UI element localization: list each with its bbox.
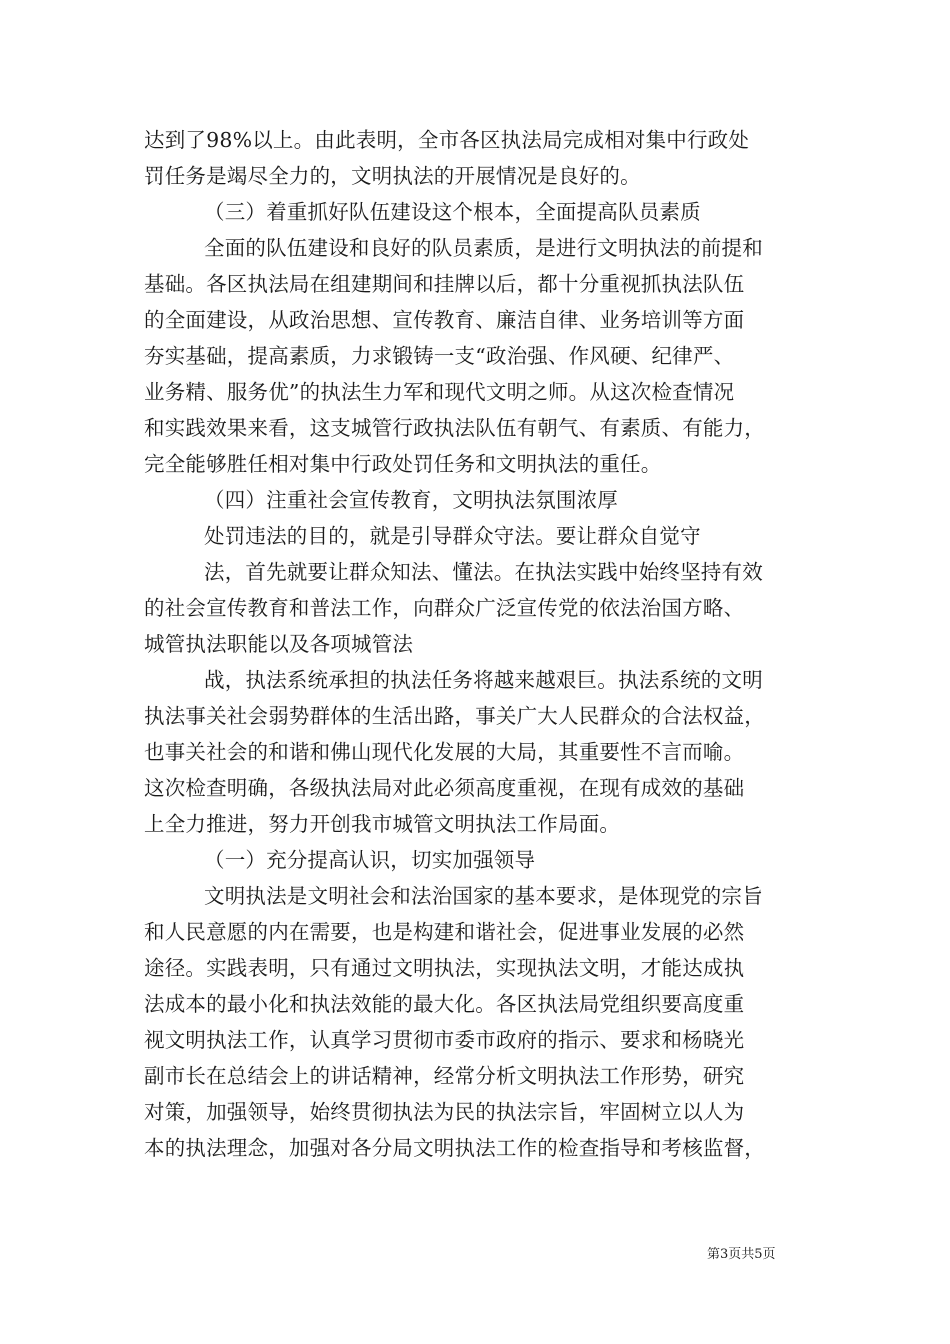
text-line: 达到了98%以上。由此表明，全市各区执法局完成相对集中行政处 <box>144 128 750 152</box>
text-line: 完全能够胜任相对集中行政处罚任务和文明执法的重任。 <box>144 452 662 476</box>
text-line: 和实践效果来看，这支城管行政执法队伍有朝气、有素质、有能力， <box>144 416 765 440</box>
text-line: 文明执法是文明社会和法治国家的基本要求，是体现党的宗旨 <box>204 884 763 908</box>
section-heading: （四）注重社会宣传教育，文明执法氛围浓厚 <box>204 488 618 512</box>
text-line: 基础。各区执法局在组建期间和挂牌以后，都十分重视抓执法队伍 <box>144 272 745 296</box>
text-line: 的全面建设，从政治思想、宣传教育、廉洁自律、业务培训等方面 <box>144 308 745 332</box>
text-line: 途径。实践表明，只有通过文明执法，实现执法文明，才能达成执 <box>144 956 745 980</box>
text-line: 法成本的最小化和执法效能的最大化。各区执法局党组织要高度重 <box>144 992 745 1016</box>
text-line: 全面的队伍建设和良好的队员素质，是进行文明执法的前提和 <box>204 236 763 260</box>
text-line: 城管执法职能以及各项城管法 <box>144 632 414 656</box>
section-heading: （三）着重抓好队伍建设这个根本，全面提高队员素质 <box>204 200 701 224</box>
text-line: 上全力推进，努力开创我市城管文明执法工作局面。 <box>144 812 621 836</box>
page-number: 第3页共5页 <box>707 1247 776 1262</box>
section-heading: （一）充分提高认识，切实加强领导 <box>204 848 536 872</box>
text-line: 战，执法系统承担的执法任务将越来越艰巨。执法系统的文明 <box>204 668 763 692</box>
text-line: 副市长在总结会上的讲话精神，经常分析文明执法工作形势，研究 <box>144 1064 745 1088</box>
text-line: 的社会宣传教育和普法工作，向群众广泛宣传党的依法治国方略、 <box>144 596 745 620</box>
text-line: 法，首先就要让群众知法、懂法。在执法实践中始终坚持有效 <box>204 560 763 584</box>
text-line: 夯实基础，提高素质，力求锻铸一支“政治强、作风硬、纪律严、 <box>144 344 735 368</box>
text-line: 业务精、服务优”的执法生力军和现代文明之师。从这次检查情况 <box>144 380 735 404</box>
text-line: 对策，加强领导，始终贯彻执法为民的执法宗旨，牢固树立以人为 <box>144 1100 745 1124</box>
text-line: 这次检查明确，各级执法局对此必须高度重视，在现有成效的基础 <box>144 776 745 800</box>
text-line: 处罚违法的目的，就是引导群众守法。要让群众自觉守 <box>204 524 701 548</box>
text-line: 视文明执法工作，认真学习贯彻市委市政府的指示、要求和杨晓光 <box>144 1028 745 1052</box>
text-line: 和人民意愿的内在需要，也是构建和谐社会，促进事业发展的必然 <box>144 920 745 944</box>
text-line: 罚任务是竭尽全力的，文明执法的开展情况是良好的。 <box>144 164 641 188</box>
text-line: 也事关社会的和谐和佛山现代化发展的大局，其重要性不言而喻。 <box>144 740 745 764</box>
text-line: 执法事关社会弱势群体的生活出路，事关广大人民群众的合法权益， <box>144 704 765 728</box>
text-line: 本的执法理念，加强对各分局文明执法工作的检查指导和考核监督， <box>144 1136 765 1160</box>
